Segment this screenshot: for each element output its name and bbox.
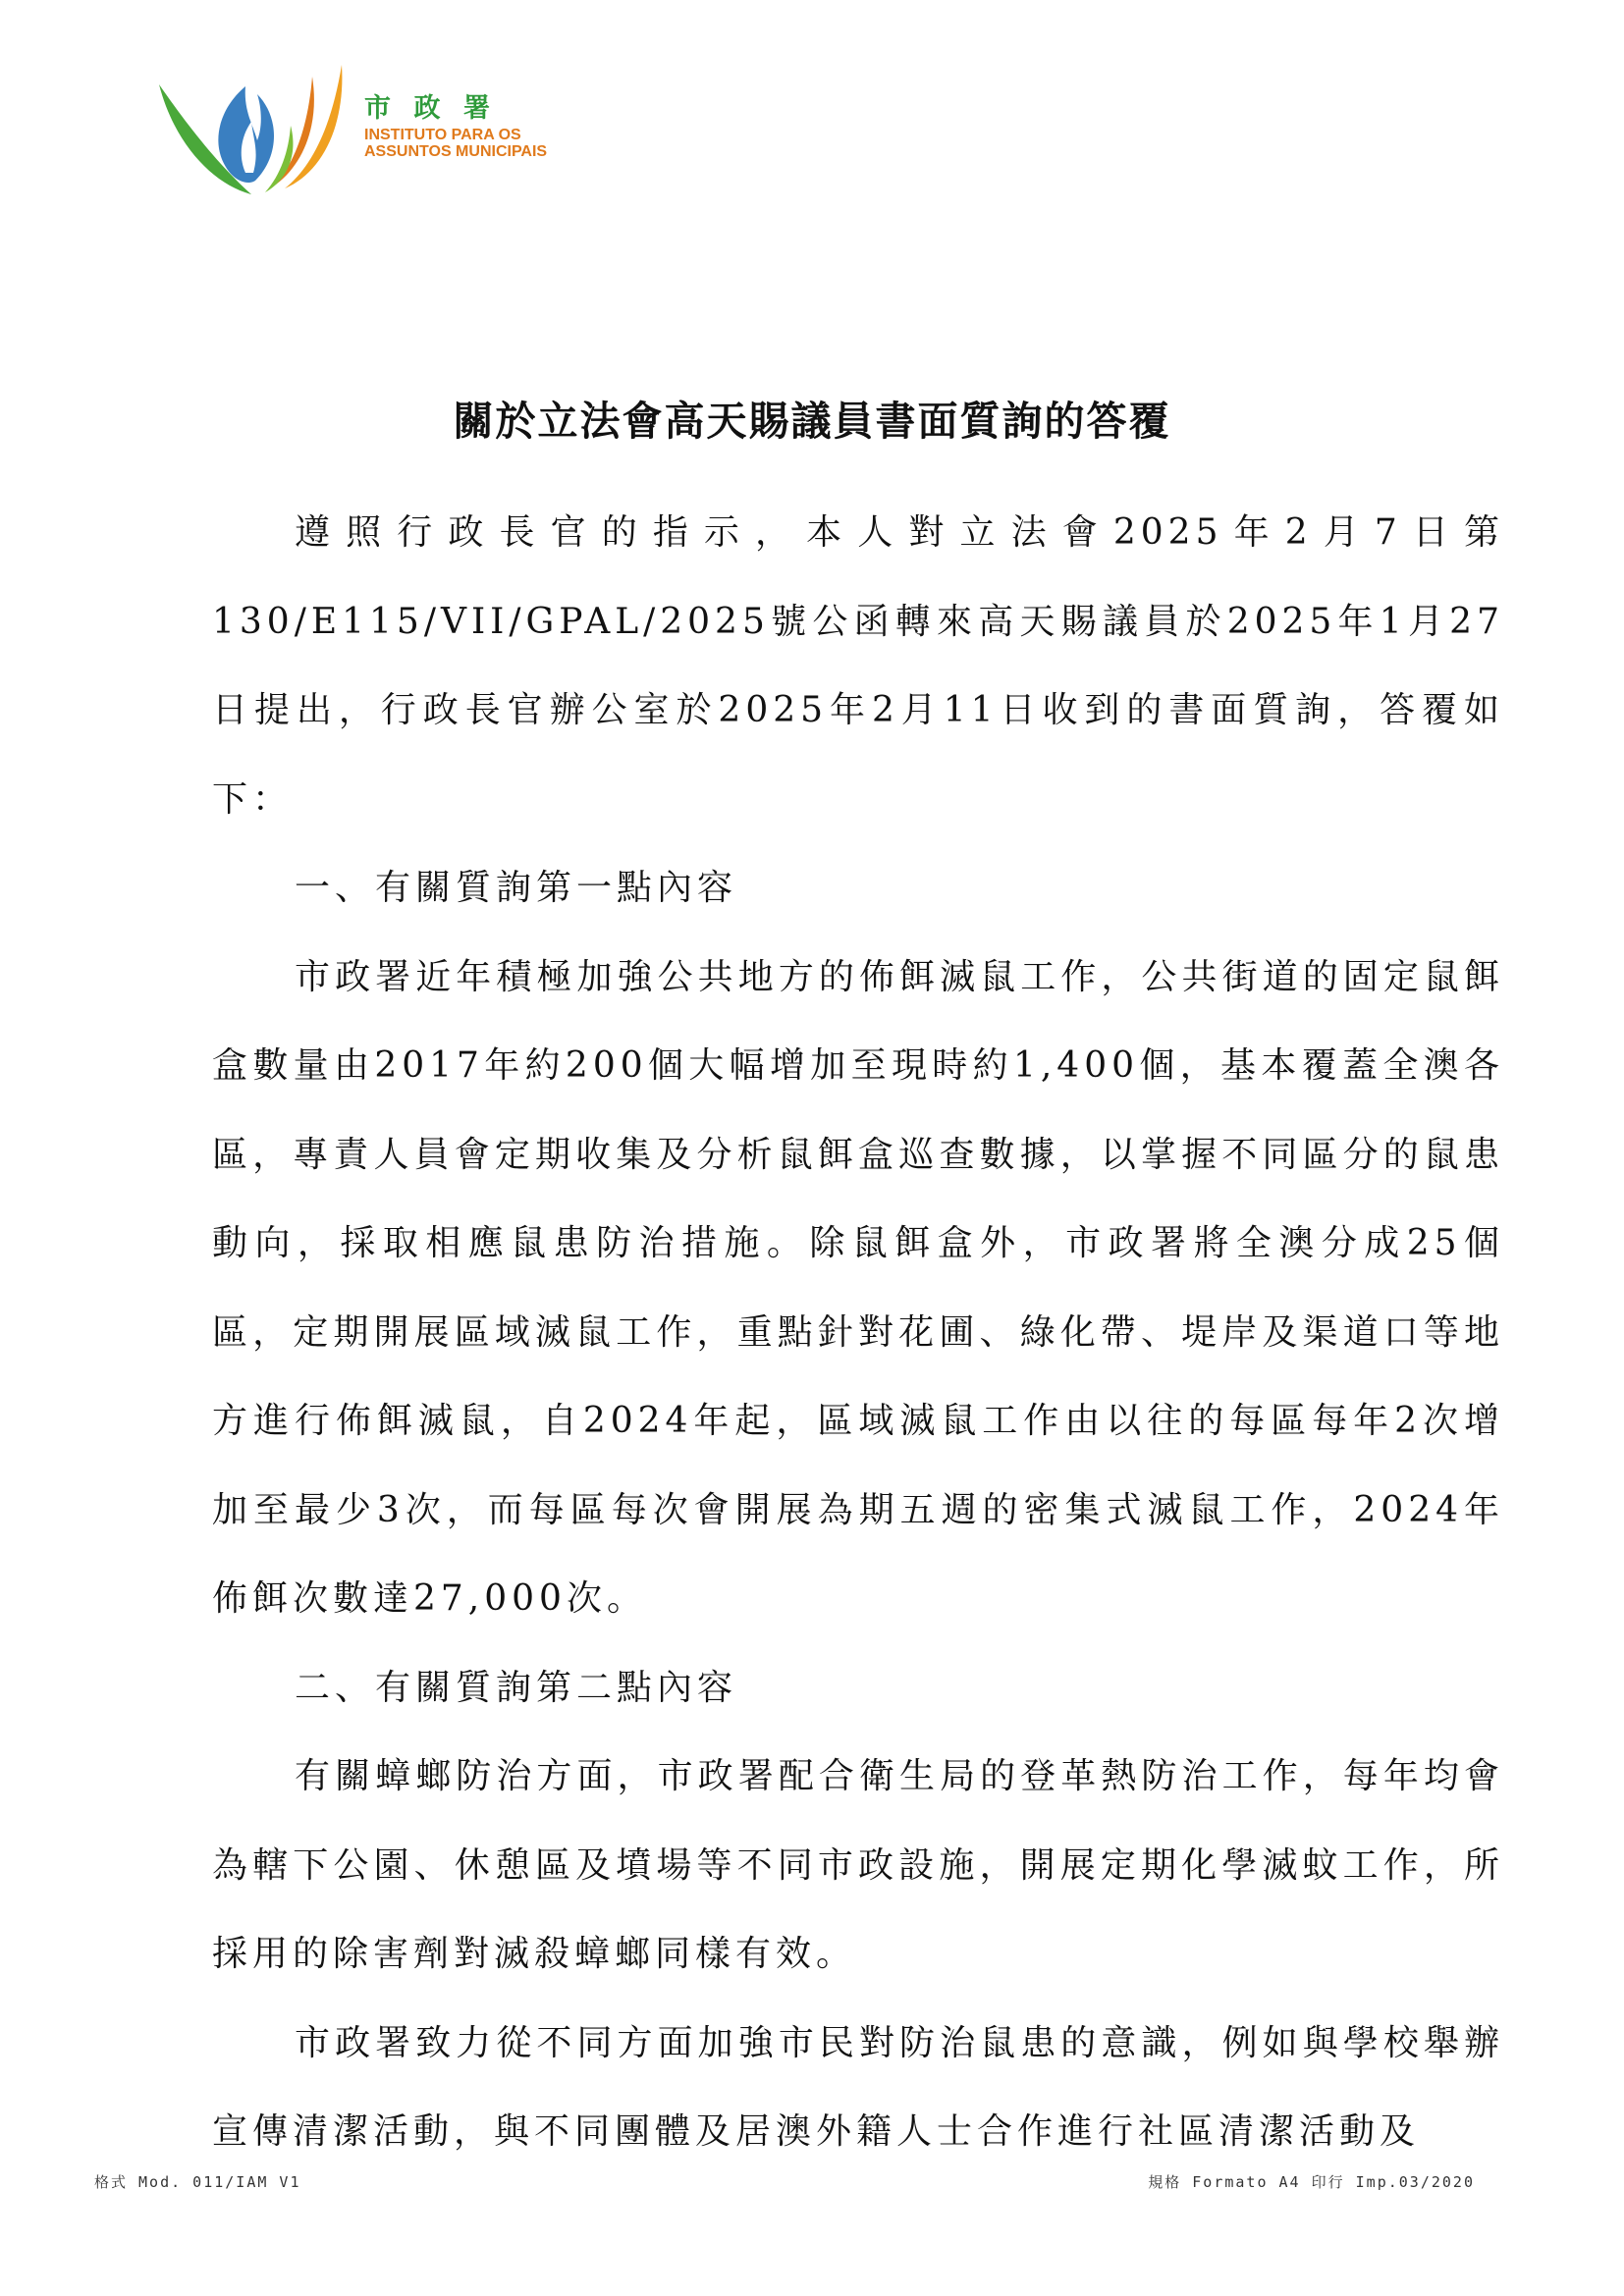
footer-format-info: 規格 Formato A4 印行 Imp.03/2020 (1148, 2173, 1475, 2191)
document-title: 關於立法會高天賜議員書面質詢的答覆 (453, 398, 1171, 445)
intro-paragraph: 遵照行政長官的指示，本人對立法會2025年2月7日第130/E115/VII/GPAL/2025號公函轉來高天賜議員於2025年1月27日提出，行政長官辦公室於2025年2月11日收到的書面質詢，答覆如下： (212, 512, 1504, 820)
section-1-paragraph: 市政署近年積極加強公共地方的佈餌滅鼠工作，公共街道的固定鼠餌盒數量由2017年約200個大幅增加至現時約1,400個，基本覆蓋全澳各區，專責人員會定期收集及分析鼠餌盒巡查數據，以掌握不同區分的鼠患動向，採取相應鼠患防治措施。除鼠餌盒外，市政署將全澳分成25個區，定期開展區域滅鼠工作，重點針對花圃、綠化帶、堤岸及渠道口等地方進行佈餌滅鼠，自2024年起，區域滅鼠工作由以往的每區每年2次增加至最少3次，而每區每次會開展為期五週的密集式滅鼠工作，2024年佈餌次數達27,000次。 (212, 956, 1504, 1619)
section-heading-2: 二、有關質詢第二點內容 (295, 1667, 738, 1708)
lotus-emblem-icon (155, 57, 352, 204)
org-name-portuguese-line1: INSTITUTO PARA OS (364, 127, 521, 144)
document-body (212, 489, 1504, 2177)
org-name-chinese: 市 政 署 (364, 93, 499, 123)
org-name-portuguese-line2: ASSUNTOS MUNICIPAIS (364, 143, 548, 161)
footer-form-code: 格式 Mod. 011/IAM V1 (94, 2173, 301, 2191)
org-logo (155, 57, 568, 204)
org-name-block (364, 94, 547, 161)
section-2-paragraph-2: 市政署致力從不同方面加強市民對防治鼠患的意識，例如與學校舉辦宣傳清潔活動，與不同團體及居澳外籍人士合作進行社區清潔活動及 (212, 2022, 1504, 2152)
section-heading-1: 一、有關質詢第一點內容 (295, 868, 738, 908)
section-2-paragraph-1: 有關蟑螂防治方面，市政署配合衛生局的登革熱防治工作，每年均會為轄下公園、休憩區及墳場等不同市政設施，開展定期化學滅蚊工作，所採用的除害劑對滅殺蟑螂同樣有效。 (212, 1756, 1504, 1974)
